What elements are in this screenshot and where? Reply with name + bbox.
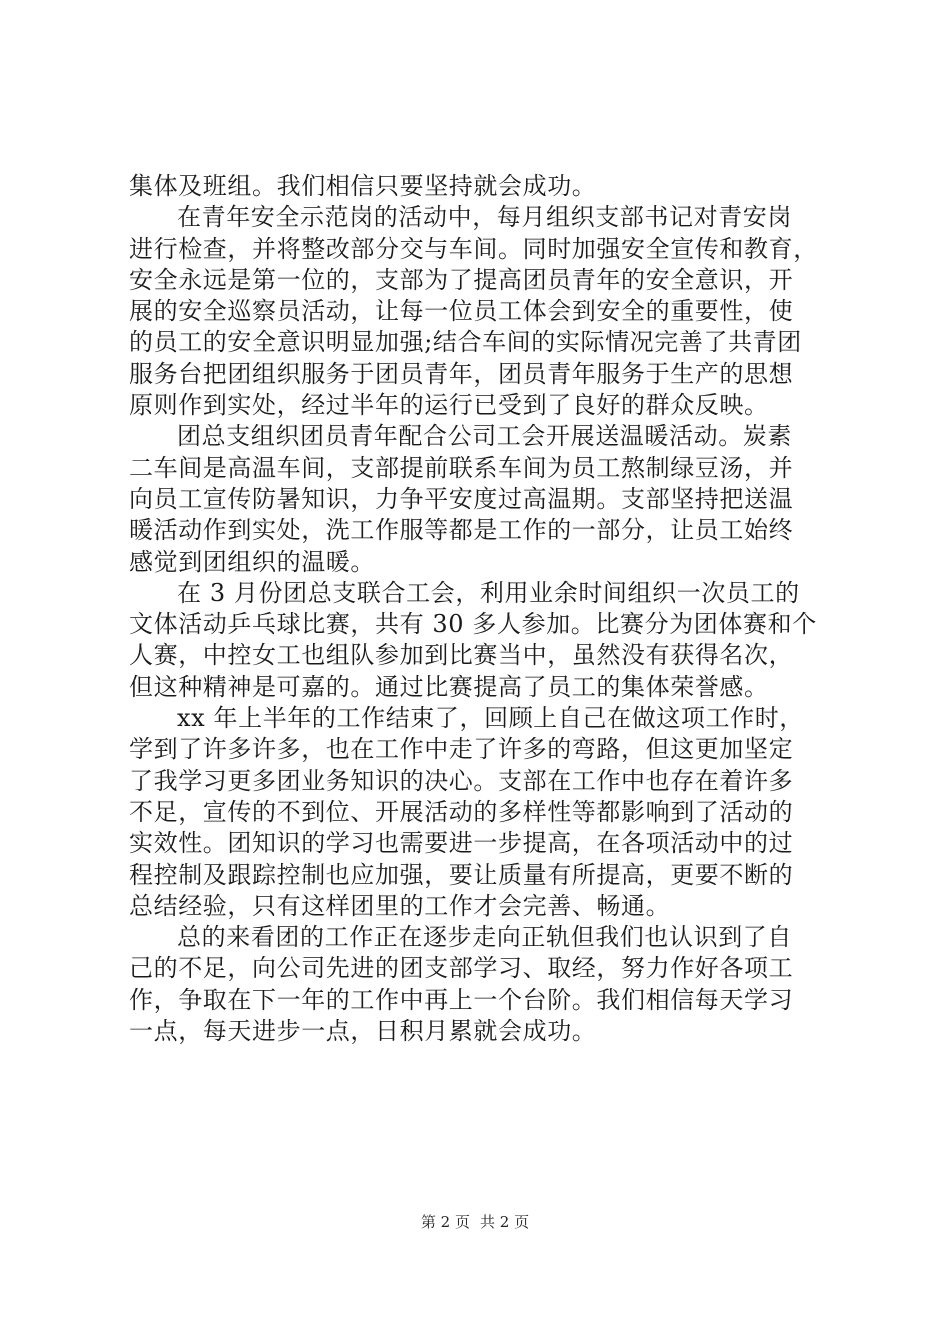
text-line: 作，争取在下一年的工作中再上一个台阶。我们相信每天学习 [129,985,794,1014]
text-line: 在青年安全示范岗的活动中，每月组织支部书记对青安岗 [177,203,792,232]
text-line: 总结经验，只有这样团里的工作才会完善、畅通。 [129,891,671,920]
text-line: 但这种精神是可嘉的。通过比赛提高了员工的集体荣誉感。 [129,672,769,701]
text-line: 学到了许多许多，也在工作中走了许多的弯路，但这更加坚定 [129,735,794,764]
text-line: 集体及班组。我们相信只要坚持就会成功。 [129,172,597,200]
text-line: 二车间是高温车间，支部提前联系车间为员工熬制绿豆汤，并 [129,453,794,482]
text-line: 不足，宣传的不到位、开展活动的多样性等都影响到了活动的 [129,797,794,826]
text-line: 程控制及跟踪控制也应加强，要让质量有所提高，更要不断的 [129,860,794,889]
text-line: 向员工宣传防暑知识，力争平安度过高温期。支部坚持把送温 [129,484,794,513]
page-total: 共 2 页 [480,1213,530,1231]
text-line: 服务台把团组织服务于团员青年，团员青年服务于生产的思想 [129,359,794,388]
text-line: 总的来看团的工作正在逐步走向正轨但我们也认识到了自 [177,923,792,952]
text-line: 的员工的安全意识明显加强;结合车间的实际情况完善了共青团 [129,328,802,357]
text-line: 文体活动乒乓球比赛，共有 30 多人参加。比赛分为团体赛和个 [129,610,817,639]
text-line: 一点，每天进步一点，日积月累就会成功。 [129,1017,597,1046]
text-line: 安全永远是第一位的，支部为了提高团员青年的安全意识，开 [129,265,794,294]
text-line: 暖活动作到实处，洗工作服等都是工作的一部分，让员工始终 [129,516,794,545]
text-line: 人赛，中控女工也组队参加到比赛当中，虽然没有获得名次， [129,641,794,670]
text-line: 感觉到团组织的温暖。 [129,547,375,576]
text-line: 团总支组织团员青年配合公司工会开展送温暖活动。炭素 [177,422,792,451]
page-footer [0,1212,950,1232]
text-line: 展的安全巡察员活动，让每一位员工体会到安全的重要性，使 [129,297,794,326]
text-line: 己的不足，向公司先进的团支部学习、取经，努力作好各项工 [129,954,794,983]
page-number: 第 2 页 [420,1213,470,1231]
document-body [129,171,842,1047]
text-line: 了我学习更多团业务知识的决心。支部在工作中也存在着许多 [129,766,794,795]
text-line: xx 年上半年的工作结束了，回顾上自己在做这项工作时， [177,704,804,733]
text-line: 原则作到实处，经过半年的运行已受到了良好的群众反映。 [129,391,769,420]
text-line: 进行检查，并将整改部分交与车间。同时加强安全宣传和教育， [129,234,818,263]
text-line: 实效性。团知识的学习也需要进一步提高，在各项活动中的过 [129,829,794,858]
text-line: 在 3 月份团总支联合工会，利用业余时间组织一次员工的 [177,578,800,607]
